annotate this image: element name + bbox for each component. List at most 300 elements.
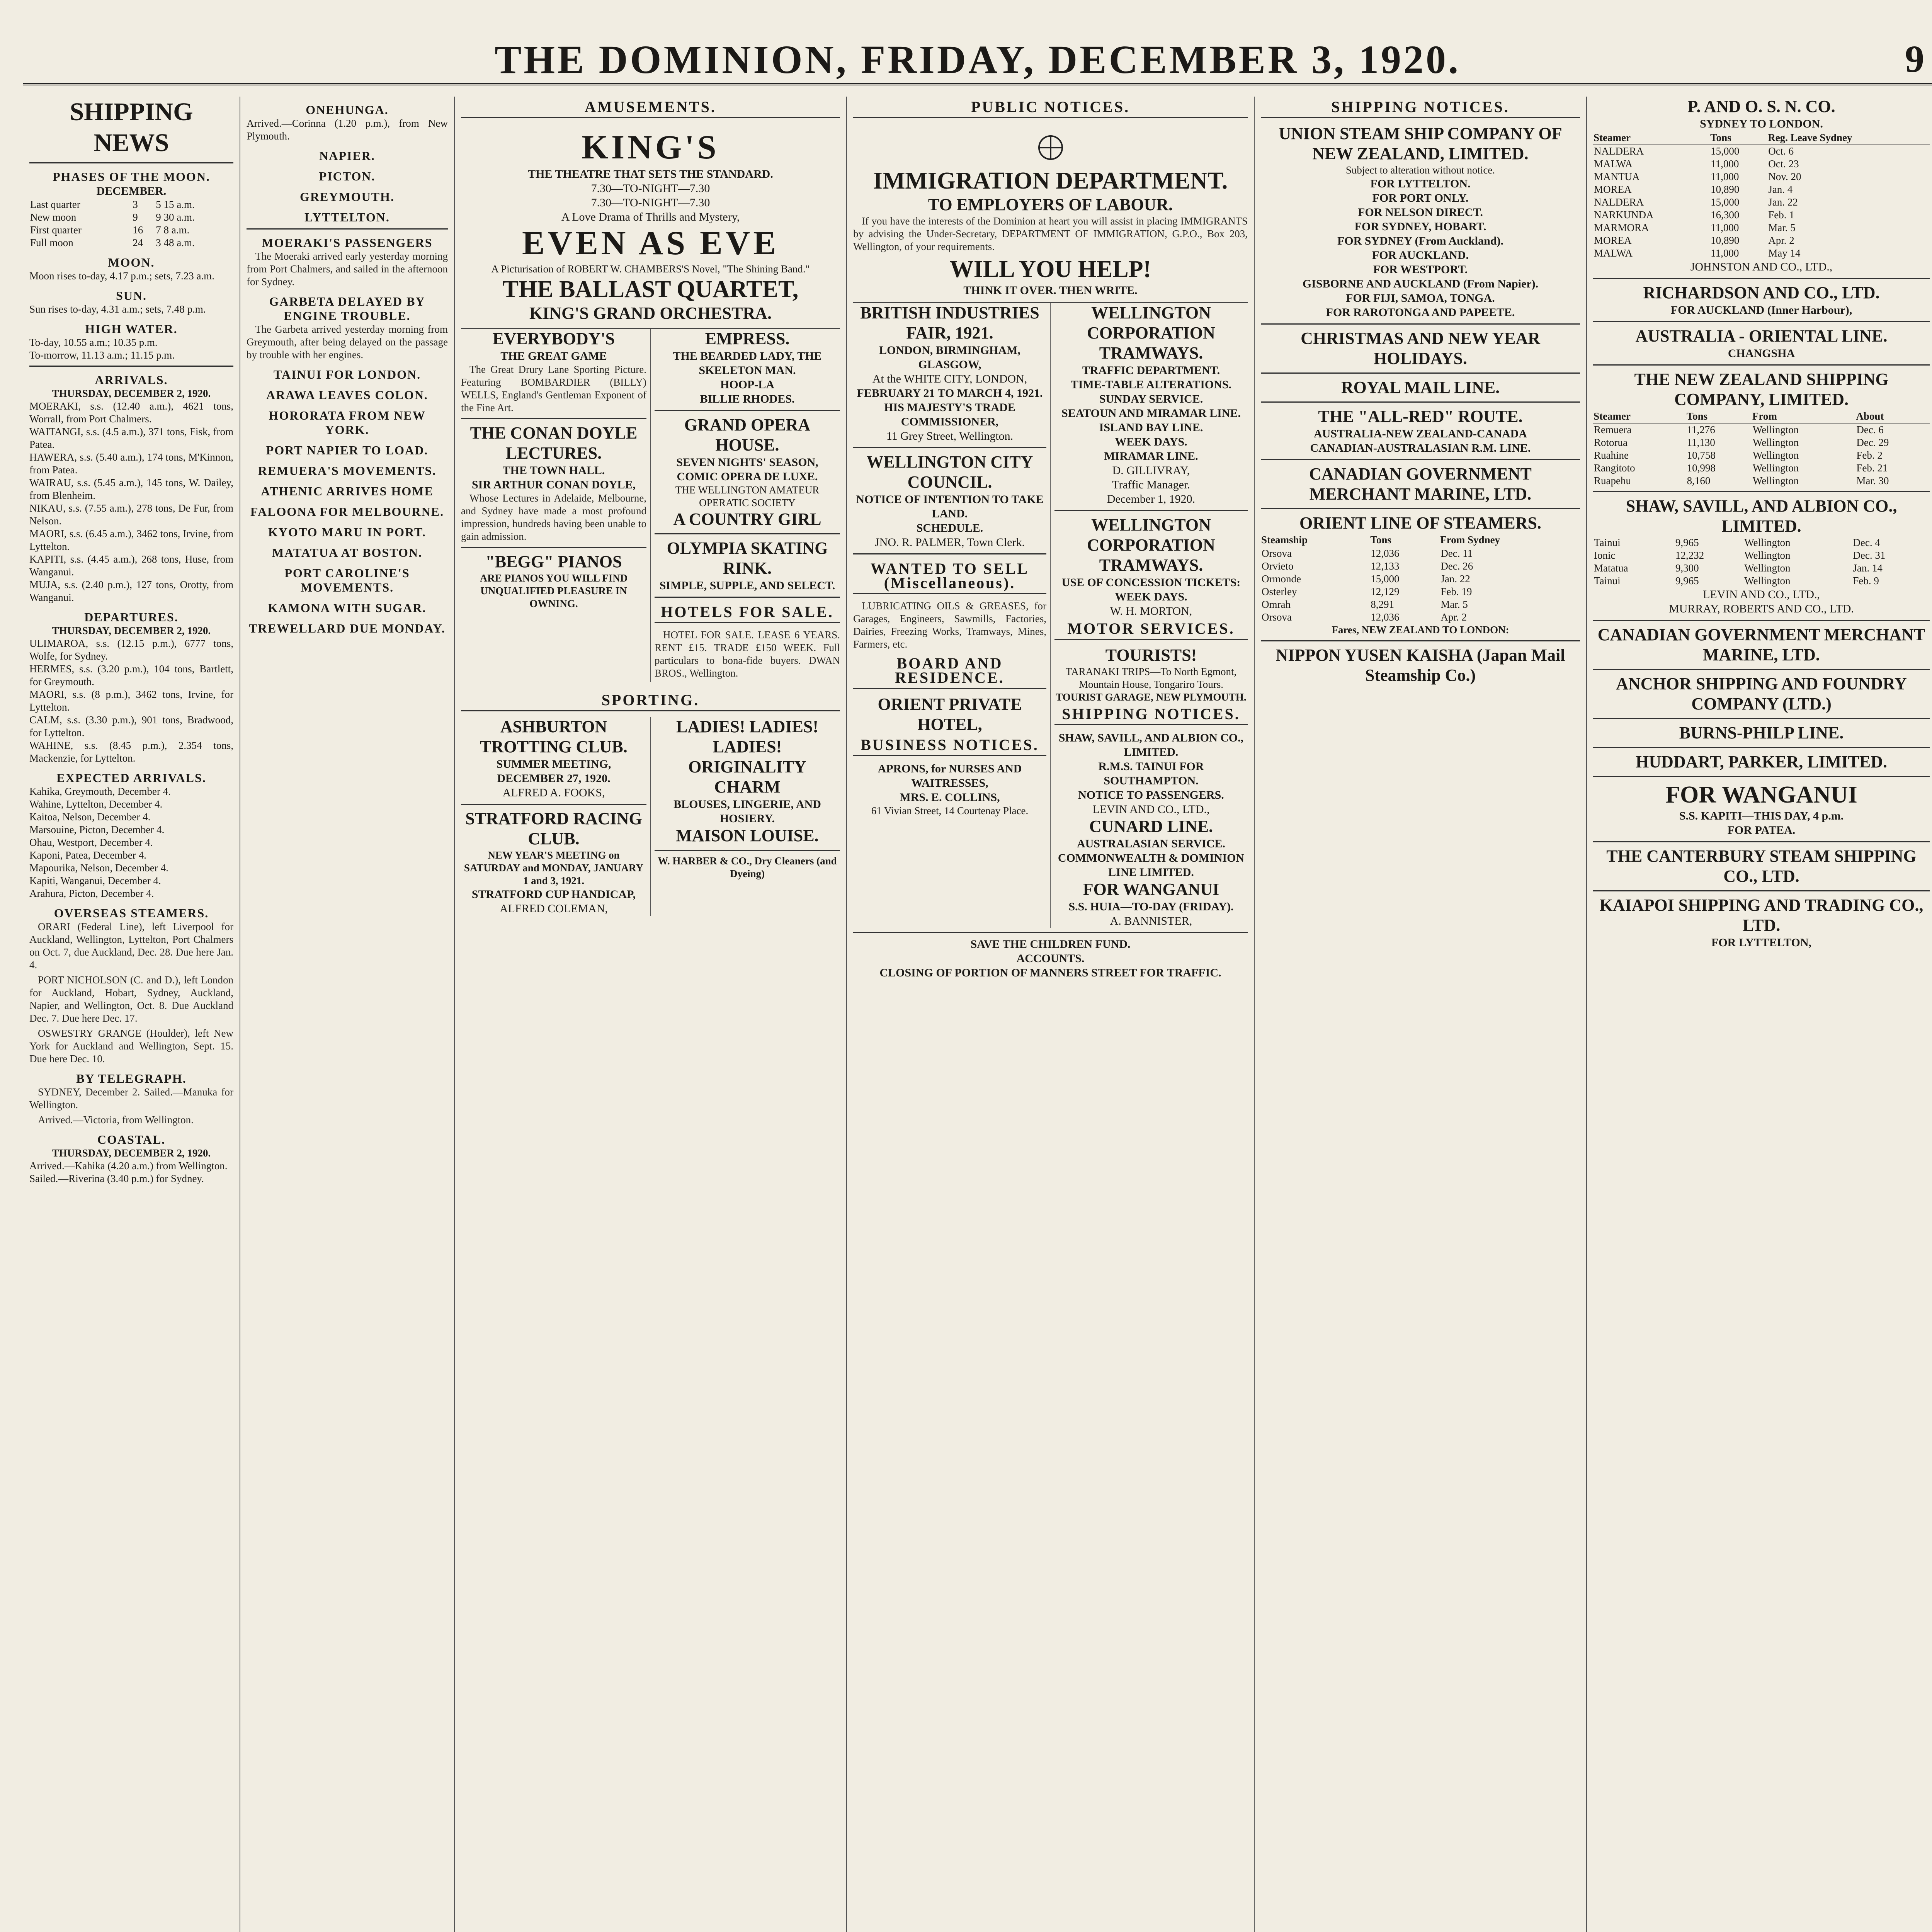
everybodys-title: EVERYBODY'S [492, 329, 615, 348]
canadian-gov: CANADIAN GOVERNMENT MERCHANT MARINE, LTD. [1309, 464, 1532, 503]
nz-ships-table [1593, 410, 1930, 487]
ship-date: Jan. 4 [1768, 184, 1793, 195]
ship-date: Dec. 6 [1856, 424, 1884, 435]
will-you-help: WILL YOU HELP! [949, 256, 1151, 282]
body-text: ORARI (Federal Line), left Liverpool for Auckland, Wellington, Lyttelton, Port Chalmers on Oct. 7, due Auckland, Dec. 28. Due here Jan. 4. PORT NICHOLSON (C. and D.), left London for Auckland, Hobart, Sydney, Auckland, Napier, and Wellington, Oct. 8. Due Auckland Dec. 7. Due here Dec. 17. OSWESTRY GRANGE (Houlder), left New York for Auckland and Wellington, Sept. 15. Due here Dec. 10. [29, 921, 233, 1065]
for-patea: FOR PATEA. [1727, 824, 1796, 837]
ship-name: MARMORA [1594, 222, 1649, 233]
immigration-title: IMMIGRATION DEPARTMENT. [873, 168, 1228, 194]
kings-drama: A Love Drama of Thrills and Mystery, [561, 211, 740, 223]
expected-list [29, 785, 233, 900]
think-it-over: THINK IT OVER. THEN WRITE. [963, 284, 1138, 297]
list-item: ULIMAROA, s.s. (12.15 p.m.), 6777 tons, Wolfe, for Sydney. [29, 638, 233, 662]
olympia-line: SIMPLE, SUPPLE, AND SELECT. [659, 579, 835, 592]
ship-from: Wellington [1752, 475, 1799, 486]
intention-heading: NOTICE OF INTENTION TO TAKE LAND. [856, 493, 1044, 520]
tramways-manager-title: Traffic Manager. [1112, 478, 1190, 491]
departures-list [29, 637, 233, 765]
everybodys-feature: THE GREAT GAME [500, 350, 607, 362]
tramways-miramar: MIRAMAR LINE. [1104, 450, 1198, 463]
union-route: FOR PORT ONLY. [1372, 192, 1469, 204]
orient-fares: Fares, NEW ZEALAND TO LONDON: [1332, 624, 1509, 636]
list-item: WAIRAU, s.s. (5.45 a.m.), 145 tons, W. Dailey, from Blenheim. [29, 477, 233, 501]
nippon-yusen: NIPPON YUSEN KAISHA (Japan Mail Steamship Co.) [1276, 646, 1565, 685]
accounts: ACCOUNTS. [1016, 952, 1085, 965]
tickets-title: WELLINGTON CORPORATION TRAMWAYS. [1087, 515, 1215, 575]
conan-title: THE CONAN DOYLE LECTURES. [470, 423, 638, 463]
table-row [1593, 449, 1930, 462]
ship-name: Remuera [1594, 424, 1632, 435]
ship-date: Feb. 9 [1853, 575, 1879, 587]
begg-line: ARE PIANOS YOU WILL FIND UNQUALIFIED PLEASURE IN OWNING. [480, 572, 628, 609]
po-title: P. AND O. S. N. CO. [1687, 97, 1835, 116]
phase-time: 7 8 a.m. [156, 224, 190, 236]
list-item: MAORI, s.s. (8 p.m.), 3462 tons, Irvine, for Lyttelton. [29, 689, 233, 713]
ship-tons: 11,000 [1711, 247, 1739, 259]
table-row [29, 211, 233, 224]
ship-name: Osterley [1262, 586, 1297, 597]
shipping-notices-heading: SHIPPING NOTICES. [1054, 704, 1248, 725]
ship-name: Orvieto [1262, 560, 1294, 572]
kings-times: 7.30—TO-NIGHT—7.30 [591, 182, 710, 195]
list-item: NIKAU, s.s. (7.55 a.m.), 278 tons, De Fur, from Nelson. [29, 502, 233, 527]
ship-name: NALDERA [1594, 145, 1644, 157]
immigration-ad: IMMIGRATION DEPARTMENT. TO EMPLOYERS OF LABOUR. If you have the interests of the Dominion at heart you will assist in placing IMMIGRANTS by advising the Under-Secretary, DEPARTMENT OF IMMIGRATION, G.P.O., Box 203, Wellington, of your requirements. WILL YOU HELP! THINK IT OVER. THEN WRITE. [853, 124, 1248, 303]
christmas-holidays: CHRISTMAS AND NEW YEAR HOLIDAYS. [1301, 329, 1540, 368]
union-route: FOR SYDNEY, HOBART. [1354, 220, 1486, 233]
table-row [1593, 462, 1930, 474]
for-wanganui: FOR WANGANUI [1083, 880, 1219, 899]
tourists: TOURISTS! [1105, 646, 1197, 665]
table-row [29, 224, 233, 236]
aprons: APRONS, for NURSES AND WAITRESSES, [878, 762, 1022, 789]
list-item: Mapourika, Nelson, December 4. [29, 862, 168, 874]
union-route: FOR SYDNEY (From Auckland). [1337, 235, 1504, 247]
table-row [1593, 575, 1930, 587]
news-heading: ARAWA LEAVES COLON. [266, 388, 428, 402]
coastal-date: THURSDAY, DECEMBER 2, 1920. [52, 1147, 211, 1159]
overseas-steamers-heading: OVERSEAS STEAMERS. [54, 906, 209, 920]
motor-heading: MOTOR SERVICES. [1054, 618, 1248, 640]
ship-tons: 12,232 [1675, 549, 1704, 561]
phase-day: 16 [133, 224, 143, 236]
cunard: CUNARD LINE. [1089, 817, 1213, 836]
huddart: HUDDART, PARKER, LIMITED. [1636, 752, 1887, 771]
kings-orchestra: KING'S GRAND ORCHESTRA. [529, 304, 772, 323]
commonwealth: COMMONWEALTH & DOMINION LINE LIMITED. [1058, 852, 1245, 879]
canadian-monthly: CANADIAN GOVERNMENT MERCHANT MARINE, LTD. [1597, 625, 1925, 664]
country-girl: A COUNTRY GIRL [673, 510, 821, 529]
ship-date: Feb. 19 [1440, 586, 1472, 597]
union-route: FOR RAROTONGA AND PAPEETE. [1326, 306, 1515, 319]
levin-right: LEVIN AND CO., LTD., [1702, 588, 1820, 601]
body-text: The Garbeta arrived yesterday morning from Greymouth, after being delayed on the passage by trouble with her engines. [247, 323, 448, 361]
australasian: AUSTRALASIAN SERVICE. [1077, 837, 1226, 850]
ship-name: Ionic [1594, 549, 1616, 561]
city-council-title: WELLINGTON CITY COUNCIL. [866, 452, 1033, 492]
phases-heading: PHASES OF THE MOON. [53, 170, 210, 184]
tramways-week-days: WEEK DAYS. [1115, 435, 1187, 448]
ship-name: MOREA [1594, 235, 1632, 246]
coastal-line: Sailed.—Riverina (3.40 p.m.) for Sydney. [29, 1173, 204, 1184]
phase-label: Full moon [30, 237, 73, 248]
water-line: To-day, 10.55 a.m.; 10.35 p.m. [29, 337, 158, 348]
table-row [1261, 611, 1580, 624]
royal-mail: ROYAL MAIL LINE. [1341, 378, 1500, 397]
trade-commissioner: HIS MAJESTY'S TRADE COMMISSIONER, [884, 401, 1015, 428]
ashburton-secretary: ALFRED A. FOOKS, [502, 786, 605, 799]
ship-date: Feb. 21 [1856, 462, 1888, 474]
table-row [1593, 436, 1930, 449]
ship-tons: 11,000 [1711, 171, 1739, 182]
ship-date: Feb. 2 [1856, 449, 1883, 461]
column-port-news [240, 97, 454, 1932]
news-heading: PORT NAPIER TO LOAD. [266, 443, 429, 457]
ship-tons: 8,160 [1687, 475, 1711, 486]
ship-date: Jan. 14 [1853, 562, 1883, 574]
ship-name: Rangitoto [1594, 462, 1635, 474]
empress-star: BILLIE RHODES. [700, 393, 795, 405]
ship-date: Mar. 5 [1440, 599, 1468, 610]
ship-from: Wellington [1752, 437, 1799, 448]
ladies-title: LADIES! LADIES! LADIES! [676, 717, 818, 756]
union-route: FOR LYTTELTON. [1370, 177, 1471, 190]
ship-date: Apr. 2 [1768, 235, 1794, 246]
table-row [1261, 560, 1580, 573]
harber-ad: W. HARBER & CO., Dry Cleaners (and Dyeing) [658, 855, 837, 879]
ship-date: Feb. 1 [1768, 209, 1794, 221]
ship-name: NARKUNDA [1594, 209, 1654, 221]
ship-tons: 12,036 [1371, 548, 1400, 559]
coastal-line: Arrived.—Kahika (4.20 a.m.) from Wellington. [29, 1160, 228, 1172]
arrivals-heading: ARRIVALS. [95, 373, 168, 387]
list-item: MUJA, s.s. (2.40 p.m.), 127 tons, Orotty, from Wanganui. [29, 579, 233, 603]
ship-tons: 15,000 [1711, 196, 1740, 208]
australia-oriental: AUSTRALIA - ORIENTAL LINE. [1635, 327, 1888, 345]
ship-from: Wellington [1752, 424, 1799, 435]
orient-line: ORIENT LINE OF STEAMERS. [1299, 514, 1541, 532]
news-heading: GARBETA DELAYED BY ENGINE TROUBLE. [269, 294, 425, 323]
murray: MURRAY, ROBERTS AND CO., LTD. [1669, 602, 1854, 615]
ship-tons: 12,036 [1371, 611, 1400, 623]
empress-ad: EMPRESS. THE BEARDED LADY, THE SKELETON MAN. HOOP-LA BILLIE RHODES. GRAND OPERA HOUSE. SEVEN NIGHTS' SEASON, COMIC OPERA DE LUXE. THE WELLINGTON AMATEUR OPERATIC SOCIETY A COUNTRY GIRL OLYMPIA SKATING RINK. SIMPLE, SUPPLE, AND SELECT. HOTELS FOR SALE. HOTEL FOR SALE. LEASE 6 YEARS. RENT £15. TRADE £150 WEEK. Full particulars to bona-fide buyers. DWAN BROS., Wellington. [655, 329, 840, 679]
news-heading: TAINUI FOR LONDON. [273, 367, 421, 381]
table-row [1261, 585, 1580, 598]
table-row [1261, 573, 1580, 585]
water-line: To-morrow, 11.13 a.m.; 11.15 p.m. [29, 349, 175, 361]
oriental-hotel: ORIENT PRIVATE HOTEL, [878, 695, 1022, 734]
union-co-sub: Subject to alteration without notice. [1345, 164, 1495, 176]
kings-title: KING'S [582, 129, 719, 166]
column-union-co [1254, 97, 1586, 1932]
ship-name: NALDERA [1594, 196, 1644, 208]
kapiti: S.S. KAPITI—THIS DAY, 4 p.m. [1679, 810, 1844, 822]
table-row [1593, 423, 1930, 437]
ashburton-title: ASHBURTON TROTTING CLUB. [480, 717, 628, 756]
stratford-cup: STRATFORD CUP HANDICAP, [471, 888, 636, 901]
port-heading: ONEHUNGA. [306, 103, 389, 117]
nz-shipping: THE NEW ZEALAND SHIPPING COMPANY, LIMITED. [1634, 370, 1889, 409]
richardson: RICHARDSON AND CO., LTD. [1643, 283, 1880, 302]
stratford-secretary: ALFRED COLEMAN, [499, 902, 608, 915]
ship-date: Dec. 31 [1853, 549, 1886, 561]
for-wanganui-right: FOR WANGANUI [1665, 782, 1857, 808]
orient-ships-table: Steamship Tons From Sydney Orsova 12,036 Dec. 11 Orvieto 12,133 Dec. 26 Ormonde 15,000 Jan. 22 Osterley 12,129 Feb. 19 Omrah 8,291 Mar. 5 Orsova 12,036 Apr. 2 [1261, 533, 1580, 624]
ss-ships-table [1593, 536, 1930, 587]
ship-date: Jan. 22 [1768, 196, 1798, 208]
arrivals-date: THURSDAY, DECEMBER 2, 1920. [52, 388, 211, 399]
stratford-title: STRATFORD RACING CLUB. [465, 809, 642, 848]
ship-date: Oct. 23 [1768, 158, 1799, 170]
union-route: FOR AUCKLAND. [1372, 249, 1469, 262]
canterbury: THE CANTERBURY STEAM SHIPPING CO., LTD. [1606, 847, 1917, 886]
ship-tons: 11,000 [1711, 158, 1739, 170]
ship-date: Dec. 4 [1853, 537, 1880, 548]
collins: MRS. E. COLLINS, [900, 791, 1000, 804]
ashburton-date: DECEMBER 27, 1920. [497, 772, 611, 785]
ship-tons: 12,133 [1371, 560, 1400, 572]
comic-opera: COMIC OPERA DE LUXE. [677, 470, 818, 483]
table-row [1593, 196, 1930, 209]
huia: S.S. HUIA—TO-DAY (FRIDAY). [1068, 900, 1234, 913]
stratford-meeting: NEW YEAR'S MEETING on SATURDAY and MONDAY, JANUARY 1 and 3, 1921. [464, 849, 644, 886]
column-far-right [1586, 97, 1932, 1932]
ship-name: Ormonde [1262, 573, 1301, 585]
save-children: SAVE THE CHILDREN FUND. [970, 938, 1131, 951]
list-item: CALM, s.s. (3.30 p.m.), 901 tons, Bradwood, for Lyttelton. [29, 714, 233, 738]
port-heading: GREYMOUTH. [300, 190, 395, 204]
ship-tons: 9,965 [1675, 575, 1699, 587]
ship-date: Jan. 22 [1440, 573, 1470, 585]
news-heading: KYOTO MARU IN PORT. [268, 525, 427, 539]
ship-tons: 9,300 [1675, 562, 1699, 574]
news-heading: REMUERA'S MOVEMENTS. [258, 464, 437, 478]
union-route: FOR NELSON DIRECT. [1358, 206, 1483, 219]
phase-time: 3 48 a.m. [156, 237, 195, 248]
table-row [1593, 209, 1930, 221]
by-telegraph-heading: BY TELEGRAPH. [76, 1071, 187, 1085]
news-heading: MATATUA AT BOSTON. [272, 546, 422, 560]
shipping-news-heading: SHIPPING NEWS [70, 98, 193, 157]
list-item: Ohau, Westport, December 4. [29, 837, 153, 848]
rms-tainui: R.M.S. TAINUI FOR SOUTHAMPTON. [1098, 760, 1204, 787]
olympia-title: OLYMPIA SKATING RINK. [667, 539, 828, 578]
ship-name: Ruapehu [1594, 475, 1631, 486]
kings-feature-desc: A Picturisation of ROBERT W. CHAMBERS'S Novel, "The Shining Band." [491, 263, 810, 275]
ship-tons: 15,000 [1711, 145, 1740, 157]
tramways-sunday: SUNDAY SERVICE. [1099, 393, 1203, 405]
expected-arrivals-heading: EXPECTED ARRIVALS. [56, 771, 206, 785]
employers-heading: TO EMPLOYERS OF LABOUR. [928, 195, 1173, 214]
ship-tons: 15,000 [1371, 573, 1400, 585]
nz-col: Tons [1686, 410, 1752, 423]
empress-title: EMPRESS. [705, 329, 790, 348]
union-route: FOR WESTPORT. [1373, 263, 1468, 276]
news-heading: FALOONA FOR MELBOURNE. [250, 505, 444, 519]
sydney-london: SYDNEY TO LONDON. [1700, 117, 1823, 130]
news-heading: ATHENIC ARRIVES HOME [261, 484, 434, 498]
grand-opera-title: GRAND OPERA HOUSE. [684, 415, 811, 454]
begg-title: "BEGG" PIANOS [485, 552, 622, 571]
departures-date: THURSDAY, DECEMBER 2, 1920. [52, 625, 211, 636]
nz-col: From [1752, 410, 1855, 423]
list-item: WAITANGI, s.s. (4.5 a.m.), 371 tons, Fisk, from Patea. [29, 426, 233, 450]
page-number: 9 [1905, 37, 1924, 80]
ship-date: Dec. 11 [1440, 548, 1473, 559]
list-item: HAWERA, s.s. (5.40 a.m.), 174 tons, M'Kinnon, from Patea. [29, 451, 233, 476]
port-heading: NAPIER. [319, 149, 375, 163]
phase-time: 5 15 a.m. [156, 199, 195, 210]
list-item: Marsouine, Picton, December 4. [29, 824, 165, 835]
list-item: MOERAKI, s.s. (12.40 a.m.), 4621 tons, Worrall, from Port Chalmers. [29, 400, 233, 425]
ship-tons: 10,890 [1711, 235, 1740, 246]
phase-label: Last quarter [30, 199, 80, 210]
list-item: WAHINE, s.s. (8.45 p.m.), 2.354 tons, Mackenzie, for Lyttelton. [29, 740, 233, 764]
hotels-heading: HOTELS FOR SALE. [655, 602, 840, 623]
amateur-society: THE WELLINGTON AMATEUR OPERATIC SOCIETY [675, 484, 820, 509]
ship-from: Wellington [1744, 549, 1791, 561]
for-lyttelton: FOR LYTTELTON, [1711, 936, 1811, 949]
ship-date: Dec. 26 [1440, 560, 1473, 572]
sun-heading: SUN. [116, 289, 147, 303]
wanted-heading: WANTED TO SELL (Miscellaneous). [853, 558, 1046, 594]
list-item: Kapiti, Wanganui, December 4. [29, 875, 161, 886]
table-row [1593, 549, 1930, 562]
empress-serial: HOOP-LA [720, 378, 774, 391]
list-item: HERMES, s.s. (3.20 p.m.), 104 tons, Bartlett, for Greymouth. [29, 663, 233, 687]
sun-line: Sun rises to-day, 4.31 a.m.; sets, 7.48 p.m. [29, 303, 206, 315]
port-line: Arrived.—Corinna (1.20 p.m.), from New Plymouth. [247, 117, 448, 142]
ship-name: Tainui [1594, 575, 1621, 587]
ship-date: Mar. 30 [1856, 475, 1889, 486]
departures-heading: DEPARTURES. [84, 610, 179, 624]
table-row [1593, 247, 1930, 260]
month-heading: DECEMBER. [96, 185, 167, 197]
kaiapoi: KAIAPOI SHIPPING AND TRADING CO., LTD. [1599, 896, 1923, 935]
moon-heading: MOON. [108, 255, 155, 269]
table-row [1593, 474, 1930, 487]
sporting-heading: SPORTING. [461, 690, 840, 711]
ship-from: Wellington [1752, 462, 1799, 474]
list-item: Wahine, Lyttelton, December 4. [29, 798, 163, 810]
union-route: GISBORNE AND AUCKLAND (From Napier). [1302, 277, 1539, 290]
ship-tons: 9,965 [1675, 537, 1699, 548]
table-row [1593, 234, 1930, 247]
body-text: SYDNEY, December 2. Sailed.—Manuka for Wellington. Arrived.—Victoria, from Wellington. [29, 1086, 233, 1126]
ship-from: Wellington [1744, 562, 1791, 574]
table-row [1593, 158, 1930, 170]
union-route: FOR FIJI, SAMOA, TONGA. [1346, 292, 1495, 304]
kings-theatre-ad [461, 124, 840, 329]
taranaki: TARANAKI TRIPS—To North Egmont, Mountain House, Tongariro Tours. [1065, 666, 1237, 690]
ship-from: Wellington [1744, 537, 1791, 548]
column-amusements [454, 97, 846, 1932]
ship-tons: 10,758 [1687, 449, 1716, 461]
table-row [1261, 547, 1580, 560]
ship-tons: 16,300 [1711, 209, 1740, 221]
port-heading: PICTON. [319, 169, 376, 183]
sir-arthur: SIR ARTHUR CONAN DOYLE, [472, 478, 636, 491]
ship-name: Rotorua [1594, 437, 1628, 448]
po-col-steamer: Steamer [1593, 131, 1710, 145]
burns-philp: BURNS-PHILP LINE. [1679, 723, 1844, 742]
tramways-seatoun: SEATOUN AND MIRAMAR LINE. [1061, 407, 1241, 420]
list-item: KAPITI, s.s. (4.45 a.m.), 268 tons, Huse, from Wanganui. [29, 553, 233, 578]
maison-louise: MAISON LOUISE. [676, 826, 819, 845]
business-heading: BUSINESS NOTICES. [853, 735, 1046, 756]
phase-day: 24 [133, 237, 143, 248]
ship-from: Wellington [1744, 575, 1791, 587]
town-hall: THE TOWN HALL. [502, 464, 605, 477]
kings-feature: EVEN AS EVE [522, 224, 779, 262]
all-red-route: THE "ALL-RED" ROUTE. [1318, 407, 1523, 426]
news-heading: HORORATA FROM NEW YORK. [269, 408, 426, 437]
list-item: Kaponi, Patea, December 4. [29, 849, 146, 861]
union-co-title: UNION STEAM SHIP COMPANY OF NEW ZEALAND, LIMITED. [1279, 124, 1562, 163]
masthead [23, 37, 1932, 85]
ship-tons: 12,129 [1371, 586, 1400, 597]
news-heading: PORT CAROLINE'S MOVEMENTS. [284, 566, 410, 594]
kings-tagline: THE THEATRE THAT SETS THE STANDARD. [528, 168, 773, 180]
table-row [1593, 183, 1930, 196]
town-clerk: JNO. R. PALMER, Town Clerk. [875, 536, 1025, 549]
public-notices-heading: PUBLIC NOTICES. [853, 97, 1248, 118]
ship-tons: 10,890 [1711, 184, 1740, 195]
schedule-heading: SCHEDULE. [916, 522, 983, 534]
phase-time: 9 30 a.m. [156, 211, 195, 223]
moon-line: Moon rises to-day, 4.17 p.m.; sets, 7.23 a.m. [29, 270, 214, 282]
ship-name: MALWA [1594, 158, 1633, 170]
levin: LEVIN AND CO., LTD., [1092, 803, 1210, 816]
ship-tons: 11,000 [1711, 222, 1739, 233]
table-row [1593, 145, 1930, 158]
page-title: THE DOMINION, FRIDAY, DECEMBER 3, 1920. [494, 37, 1461, 82]
ship-name: Ruahine [1594, 449, 1629, 461]
list-item: Arahura, Picton, December 4. [29, 888, 154, 899]
table-row [29, 236, 233, 249]
nz-col: Steamer [1593, 410, 1686, 423]
bannister: A. BANNISTER, [1110, 915, 1192, 927]
ship-date: Apr. 2 [1440, 611, 1467, 623]
collins-addr: 61 Vivian Street, 14 Courtenay Place. [871, 805, 1029, 816]
list-item: Kahika, Greymouth, December 4. [29, 786, 171, 797]
everybodys-ad: EVERYBODY'S THE GREAT GAME The Great Drury Lane Sporting Picture. Featuring BOMBARDIER (BILLY) WELLS, England's Gentleman Exponent of the Fine Art. THE CONAN DOYLE LECTURES. THE TOWN HALL. SIR ARTHUR CONAN DOYLE, Whose Lectures in Adelaide, Melbourne, and Sydney have made a most profound impression, hundreds having been unable to gain admission. "BEGG" PIANOS ARE PIANOS YOU WILL FIND UNQUALIFIED PLEASURE IN OWNING. [461, 329, 651, 682]
table-row [29, 198, 233, 211]
ship-name: Omrah [1262, 599, 1291, 610]
blouses: BLOUSES, LINGERIE, AND HOSIERY. [673, 798, 821, 825]
column-public-notices: PUBLIC NOTICES. IMMIGRATION DEPARTMENT. TO EMPLOYERS OF LABOUR. If you have the interests of the Dominion at heart you will assist in placing IMMIGRANTS by advising the Under-Secretary, DEPARTMENT OF IMMIGRATION, G.P.O., Box 203, Wellington, of your requirements. WILL YOU HELP! THINK IT OVER. THEN WRITE. BRITISH INDUSTRIES FAIR, 1921. LONDON, BIRMINGHAM, GLASGOW, At the WHITE CITY, LONDON, FEBRUARY 21 TO MARCH 4, 1921. HIS MAJESTY'S TRADE COMMISSIONER, 11 Grey Street, Wellington. WELLINGTON CITY COUNCIL. NOTICE OF INTENTION TO TAKE LAND. SCHEDULE. JNO. R. PALMER, Town Clerk. WANTED TO SELL (Miscellaneous). LUBRICATING OILS & GREASES, for Garages, Engineers, Sawmills, Factories, Dairies, Freezing Works, Tramways, Mines, Farmers, etc. BOARD AND RESIDENCE. ORIENT PRIVATE HOTEL, BUSINESS NOTICES. APRONS, for NURSES AND WAITRESSES, MRS. E. COLLINS, 61 Vivian Street, 14 Courtenay Place. WELLINGTON CORPORATION TRAMWAYS. TRAFFIC DEPARTMENT. TIME-TABLE ALTERATIONS. SUNDAY SERVICE. SEATOUN AND MIRAMAR LINE. ISLAND BAY LINE. WEEK DAYS. MIRAMAR LINE. D. GILLIVRAY, Traffic Manager. December 1, 1920. WELLINGTON CORPORATION TRAMWAYS. USE OF CONCESSION TICKETS: WEEK DAYS. W. H. MORTON, MOTOR SERVICES. TOURISTS! TARANAKI TRIPS—To North Egmont, Mountain House, Tongariro Tours. TOURIST GARAGE, NEW PLYMOUTH. SHIPPING NOTICES. SHAW, SAVILL, AND ALBION CO., LIMITED. R.M.S. TAINUI FOR SOUTHAMPTON. NOTICE TO PASSENGERS. LEVIN AND CO., LTD., CUNARD LINE. AUSTRALASIAN SERVICE. COMMONWEALTH & DOMINION LINE LIMITED. FOR WANGANUI S.S. HUIA—TO-DAY (FRIDAY). A. BANNISTER, SAVE THE CHILDREN FUND. ACCOUNTS. CLOSING OF PORTION OF MANNERS STREET FOR TRAFFIC. [846, 97, 1254, 1932]
phase-label: First quarter [30, 224, 82, 236]
tramways-title: WELLINGTON CORPORATION TRAMWAYS. [1087, 303, 1215, 362]
ship-name: MOREA [1594, 184, 1632, 195]
ship-date: Oct. 6 [1768, 145, 1794, 157]
ship-name: Tainui [1594, 537, 1621, 548]
high-water-heading: HIGH WATER. [85, 322, 178, 336]
nz-col: About [1855, 410, 1930, 423]
amusements-heading: AMUSEMENTS. [461, 97, 840, 118]
industries-dates: FEBRUARY 21 TO MARCH 4, 1921. [857, 387, 1043, 400]
canadian-line: CANADIAN-AUSTRALASIAN R.M. LINE. [1310, 442, 1531, 454]
kings-times: 7.30—TO-NIGHT—7.30 [591, 196, 710, 209]
table-row [1593, 170, 1930, 183]
table-row [1593, 562, 1930, 575]
ship-name: Matatua [1594, 562, 1628, 574]
moon-phases-table [29, 198, 233, 249]
column-shipping-news [23, 97, 240, 1932]
ship-tons: 11,276 [1687, 424, 1715, 435]
for-auckland: FOR AUCKLAND (Inner Harbour), [1670, 304, 1852, 316]
kings-quartet: THE BALLAST QUARTET, [502, 276, 799, 303]
